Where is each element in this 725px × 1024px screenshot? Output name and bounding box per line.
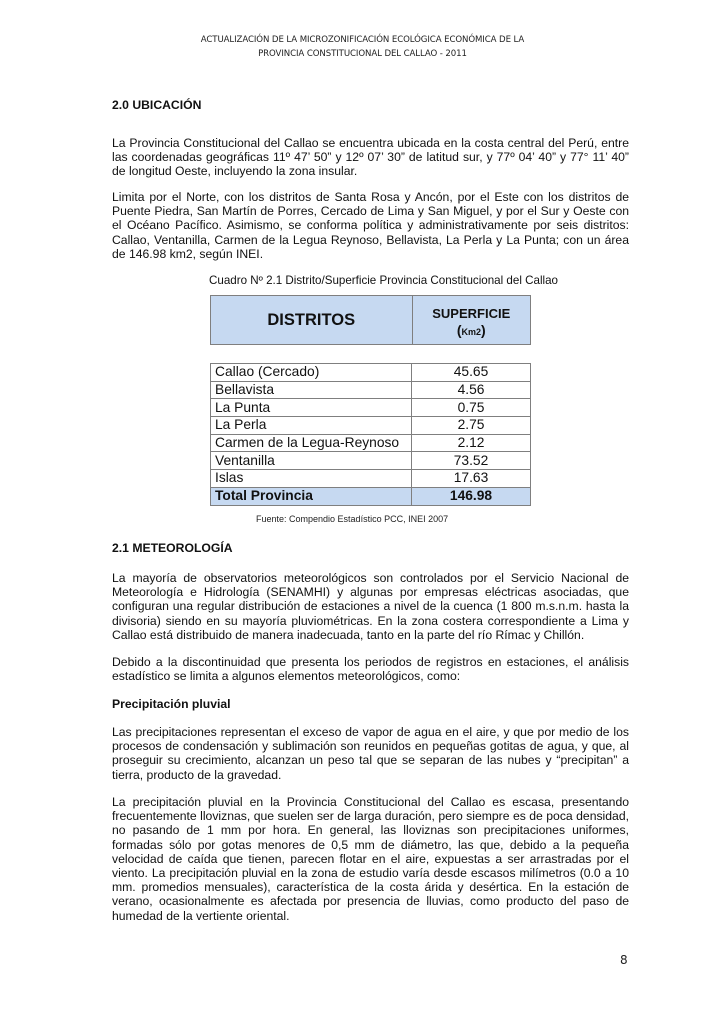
running-header-line-2: PROVINCIA CONSTITUCIONAL DEL CALLAO - 2011 <box>258 49 467 59</box>
column-header-districts: DISTRITOS <box>211 296 413 345</box>
district-name: Bellavista <box>211 381 412 399</box>
table-row <box>211 452 531 470</box>
total-area: 146.98 <box>412 487 531 505</box>
table-row <box>211 381 531 399</box>
district-name: Callao (Cercado) <box>211 364 412 382</box>
district-name: Islas <box>211 470 412 488</box>
district-area: 0.75 <box>412 399 531 417</box>
districts-table <box>210 363 531 506</box>
column-header-area-unit: (Km2) <box>456 322 486 338</box>
section-heading-meteorologia: 2.1 METEOROLOGÍA <box>112 541 233 555</box>
paragraph-precipitacion-callao: La precipitación pluvial en la Provincia Constitucional del Callao es escasa, presentando frecuentemente lloviznas, que suelen ser de larga duración, pero siempre es de poca densidad, no pasando de 1 mm por hora. En general, las lloviznas son precipitaciones uniformes, formadas sólo por gotas menores de 0,5 mm de diámetro, las que, debido a la pequeña velocidad de caída que tienen, parecen flotar en el aire, expuestas a ser arrastradas por el viento. La precipitación pluvial en la zona de estudio varía desde escasos milímetros (0.0 a 10 mm. promedios mensuales), característica de la costa árida y desértica. En la estación de verano, ocasionalmente es afectada por presencia de lluvias, como producto del paso de humedad de la vertiente oriental. <box>112 795 629 923</box>
running-header-line-1: ACTUALIZACIÓN DE LA MICROZONIFICACIÓN ECOLÓGICA ECONÓMICA DE LA <box>200 35 525 45</box>
page-number: 8 <box>620 953 628 967</box>
section-heading-ubicacion: 2.0 UBICACIÓN <box>112 98 202 112</box>
district-area: 4.56 <box>412 381 531 399</box>
district-name: La Punta <box>211 399 412 417</box>
district-area: 2.12 <box>412 434 531 452</box>
table-row <box>211 364 531 382</box>
district-area: 73.52 <box>412 452 531 470</box>
paragraph-meteorologia-discontinuity: Debido a la discontinuidad que presenta los periodos de registros en estaciones, el análisis estadístico se limita a algunos elementos meteorológicos, como: <box>112 655 629 684</box>
paragraph-meteorologia-observatories: La mayoría de observatorios meteorológicos son controlados por el Servicio Nacional de Meteorología e Hidrología (SENAMHI) y algunas por empresas eléctricas asociadas, que configuran una regular distribución de estaciones a nivel de la cuenca (1 800 m.s.n.m. hasta la divisoria) siendo en su mayoría pluviométricas. En la zona costera correspondiente a Lima y Callao está distribuido de manera inadecuada, tanto en la parte del río Rímac y Chillón. <box>112 571 629 642</box>
district-area: 2.75 <box>412 417 531 435</box>
table-row <box>211 417 531 435</box>
table-row <box>211 470 531 488</box>
district-name: La Perla <box>211 417 412 435</box>
subheading-precipitacion: Precipitación pluvial <box>112 697 231 711</box>
district-name: Ventanilla <box>211 452 412 470</box>
table-row <box>211 434 531 452</box>
paragraph-ubicacion-limits: Limita por el Norte, con los distritos de Santa Rosa y Ancón, por el Este con los distritos de Puente Piedra, San Martín de Porres, Cercado de Lima y San Miguel, y por el Sur y Oeste con el Océano Pacífico. Asimismo, se conforma política y administrativamente por seis distritos: Callao, Ventanilla, Carmen de la Legua Reynoso, Bellavista, La Perla y La Punta; con un área de 146.98 km2, según INEI. <box>112 190 629 261</box>
paragraph-ubicacion-coordinates: La Provincia Constitucional del Callao se encuentra ubicada en la costa central del Perú, entre las coordenadas geográficas 11º 47’ 50” y 12º 07’ 30” de latitud sur, y 77º 04’ 40” y 77° 11’ 40” de longitud Oeste, incluyendo la zona insular. <box>112 136 629 179</box>
table-caption: Cuadro Nº 2.1 Distrito/Superficie Provincia Constitucional del Callao <box>209 274 558 287</box>
total-label: Total Provincia <box>211 487 412 505</box>
table-row <box>211 399 531 417</box>
district-area: 45.65 <box>412 364 531 382</box>
paragraph-precipitacion-definition: Las precipitaciones representan el exceso de vapor de agua en el aire, y que por medio de los procesos de condensación y sublimación son reunidos en pequeñas gotitas de agua, y que, al proseguir su crecimiento, alcanzan un peso tal que se separan de las nubes y “precipitan” a tierra, producto de la gravedad. <box>112 725 629 782</box>
table-header <box>210 295 531 345</box>
running-header <box>150 33 575 61</box>
column-header-area <box>412 296 530 345</box>
district-name: Carmen de la Legua-Reynoso <box>211 434 412 452</box>
table-source-note: Fuente: Compendio Estadístico PCC, INEI 2007 <box>256 514 449 524</box>
table-total-row <box>211 487 531 505</box>
column-header-area-label: SUPERFICIE <box>432 306 511 321</box>
district-area: 17.63 <box>412 470 531 488</box>
